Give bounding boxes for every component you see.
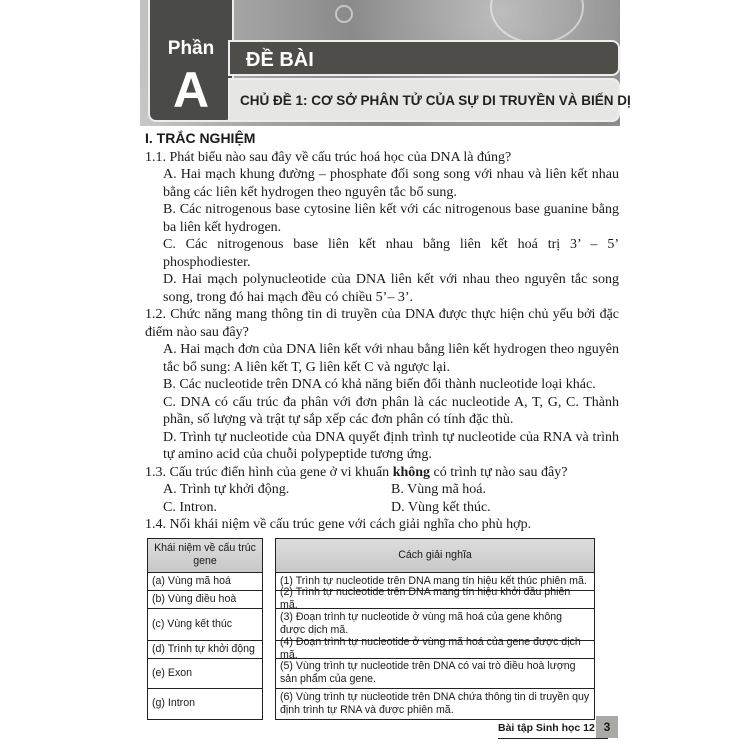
concept-cell: (d) Trình tự khởi động [148, 641, 262, 659]
page-number: 3 [596, 716, 618, 738]
explanation-cell: (3) Đoạn trình tự nucleotide ở vùng mã hoá của gene không được dịch mã. [276, 609, 594, 641]
option: B. Các nitrogenous base cytosine liên kết với các nitrogenous base guanine bằng ba liên kết hydrogen. [163, 202, 619, 235]
option: C. Intron. [163, 499, 218, 515]
concept-cell: (e) Exon [148, 659, 262, 689]
option: C. Các nitrogenous base liên kết nhau bằng liên kết hoá trị 3’ – 5’ phosphodiester. [163, 237, 619, 270]
option: A. Hai mạch đơn của DNA liên kết với nhau bằng liên kết hydrogen theo nguyên tắc bổ sung: A liên kết T, G liên kết C và ngược lại. [163, 342, 619, 375]
option: B. Các nucleotide trên DNA có khả năng biến đổi thành nucleotide loại khác. [163, 377, 596, 392]
part-label [148, 0, 234, 122]
question-stem: 1.2. Chức năng mang thông tin di truyền của DNA được thực hiện chủ yếu bởi đặc điểm nào sau đây? [145, 307, 619, 340]
option: A. Trình tự khởi động. [163, 482, 290, 497]
question-stem [145, 464, 619, 482]
stem-text: 1.3. Cấu trúc điển hình của gene ở vi khuẩn [145, 464, 393, 480]
stem-text: có trình tự nào sau đây? [430, 464, 568, 480]
part-letter: A [172, 62, 210, 118]
concept-cell: (a) Vùng mã hoá [148, 573, 262, 591]
explanation-cell: (5) Vùng trình tự nucleotide trên DNA có vai trò điều hoà lượng sản phẩm của gene. [276, 659, 594, 689]
concept-cell: (b) Vùng điều hoà [148, 591, 262, 609]
explanation-cell: (4) Đoạn trình tự nucleotide ở vùng mã hoá của gene được dịch mã. [276, 641, 594, 659]
content [145, 130, 619, 720]
topic-title: CHỦ ĐỀ 1: CƠ SỞ PHÂN TỬ CỦA SỰ DI TRUYỀN VÀ BIẾN DỊ [228, 78, 620, 122]
question-stem: 1.1. Phát biểu nào sau đây về cấu trúc hoá học của DNA là đúng? [145, 149, 512, 165]
explanation-cell: (2) Trình tự nucleotide trên DNA mang tín hiệu khởi đầu phiên mã. [276, 591, 594, 609]
explanation-cell: (1) Trình tự nucleotide trên DNA mang tín hiệu kết thúc phiên mã. [276, 573, 594, 591]
matching-table [147, 538, 619, 720]
option: D. Hai mạch polynucleotide của DNA liên kết với nhau theo nguyên tắc song song, trong đó hai mạch đều có chiều 5’– 3’. [163, 272, 619, 305]
stem-emphasis: không [392, 464, 431, 480]
option: D. Trình tự nucleotide của DNA quyết định trình tự nucleotide của RNA và trình tự amino acid của chuỗi polypeptide tương ứng. [163, 429, 619, 462]
book-title: Bài tập Sinh học 12 [498, 722, 595, 734]
option: C. DNA có cấu trúc đa phân với đơn phân là các nucleotide A, T, G, C. Thành phần, số lượng và trật tự sắp xếp các đơn phân có tính đặc thù. [163, 394, 619, 427]
explanation-cell: (6) Vùng trình tự nucleotide trên DNA chứa thông tin di truyền quy định trình tự RNA và được phiên mã. [280, 690, 590, 716]
option: A. Hai mạch khung đường – phosphate đối song song với nhau và liên kết nhau bằng các liên kết hydrogen theo nguyên tắc bổ sung. [163, 167, 619, 200]
question-stem: 1.4. Nối khái niệm về cấu trúc gene với cách giải nghĩa cho phù hợp. [145, 517, 532, 532]
concept-cell: (c) Vùng kết thúc [148, 609, 262, 641]
option: B. Vùng mã hoá. [391, 482, 487, 497]
part-word: Phần [167, 38, 215, 59]
page-footer [498, 718, 611, 739]
section-title: ĐỀ BÀI [228, 40, 620, 76]
explanation-column [275, 538, 595, 720]
concept-cell: (g) Intron [152, 697, 195, 709]
section-heading: I. TRẮC NGHIỆM [145, 130, 256, 146]
concept-column [147, 538, 263, 720]
option: D. Vùng kết thúc. [391, 499, 491, 515]
column-header: Cách giải nghĩa [276, 539, 594, 573]
column-header: Khái niệm về cấu trúc gene [148, 539, 262, 573]
